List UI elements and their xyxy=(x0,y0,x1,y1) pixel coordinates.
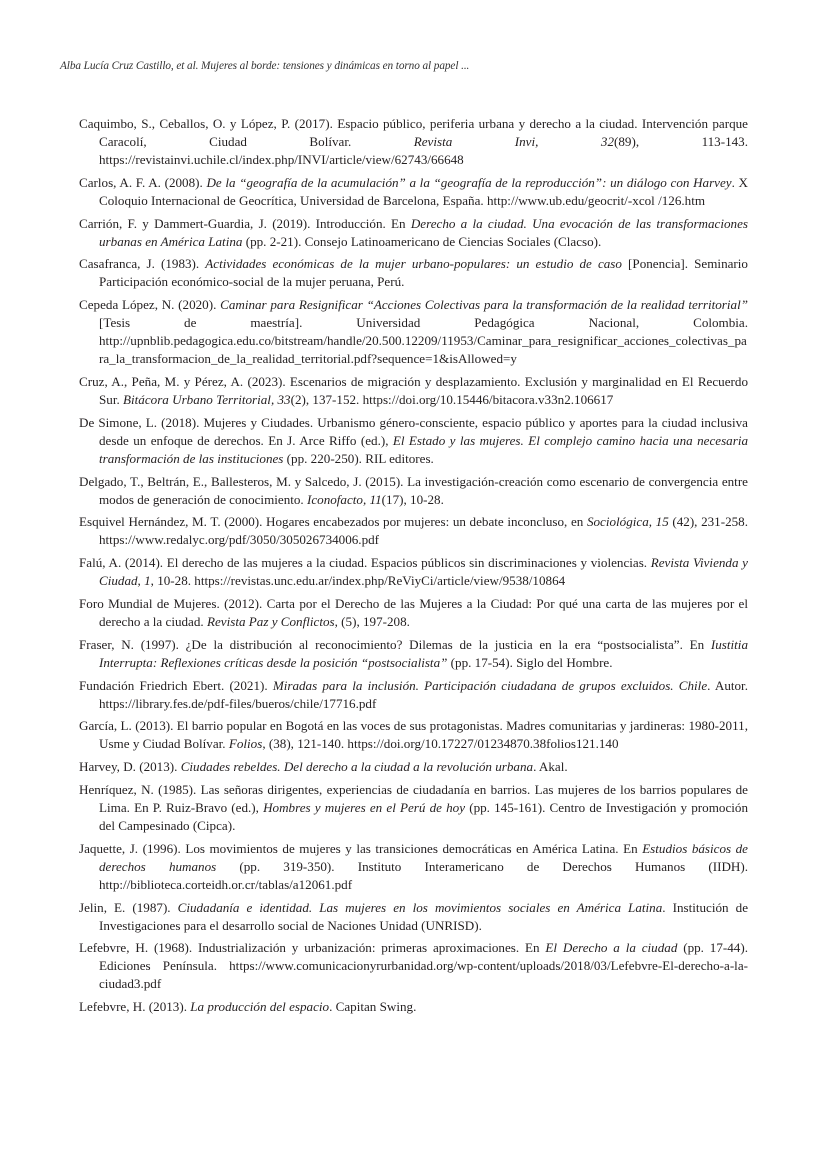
reference-text: . Autor. https://library.fes.de/pdf-files/bueros/chile/17716.pdf xyxy=(99,677,748,711)
reference-title: La producción del espacio xyxy=(190,999,330,1015)
reference-text: (42), 231-258. https://www.redalyc.org/pdf/3050/305026734006.pdf xyxy=(99,514,748,548)
reference-entry xyxy=(79,998,748,1016)
reference-entry xyxy=(79,899,748,935)
reference-entry xyxy=(79,174,748,210)
reference-entry xyxy=(79,296,748,368)
reference-text: Delgado, T., Beltrán, E., Ballesteros, M. y Salcedo, J. (2015). La investigación-creación como escenario de convergencia entre modos de generación de conocimiento. xyxy=(79,473,748,507)
reference-entry xyxy=(79,717,748,753)
reference-entry xyxy=(79,595,748,631)
reference-title: Revista Invi, 32 xyxy=(413,134,614,149)
running-head: Alba Lucía Cruz Castillo, et al. Mujeres al borde: tensiones y dinámicas en torno al papel ... xyxy=(60,60,470,72)
reference-text: Jelin, E. (1987). xyxy=(79,899,178,915)
reference-text: . Capitan Swing. xyxy=(329,999,417,1015)
reference-text: (pp. 145-161). Centro de Investigación y promoción del Campesinado (Cipca). xyxy=(99,799,748,833)
reference-text: (pp. 2-21). Consejo Latinoamericano de Ciencias Sociales (Clacso). xyxy=(242,233,602,249)
reference-text: Esquivel Hernández, M. T. (2000). Hogares encabezados por mujeres: un debate inconcluso, en xyxy=(79,514,587,530)
reference-entry xyxy=(79,414,748,468)
reference-title: El Derecho a la ciudad xyxy=(545,940,678,956)
reference-title: Iustitia Interrupta: Reflexiones críticas desde la posición “postsocialista” xyxy=(99,636,748,670)
reference-text: , (38), 121-140. https://doi.org/10.17227/01234870.38folios121.140 xyxy=(262,736,619,752)
reference-text: Jaquette, J. (1996). Los movimientos de mujeres y las transiciones democráticas en América Latina. En xyxy=(79,840,643,856)
reference-text: Caquimbo, S., Ceballos, O. y López, P. (2017). Espacio público, periferia urbana y derecho a la ciudad. Intervención parque Caracolí, Ciudad Bolívar. xyxy=(79,116,748,149)
reference-entry xyxy=(79,513,748,549)
reference-entry xyxy=(79,758,748,776)
reference-text: (pp. 220-250). RIL editores. xyxy=(283,450,434,466)
reference-text: (2), 137-152. https://doi.org/10.15446/bitacora.v33n2.106617 xyxy=(290,391,614,407)
reference-title: De la “geografía de la acumulación” a la “geografía de la reproducción”: un diálogo con Harvey xyxy=(206,174,732,190)
reference-text: Lefebvre, H. (1968). Industrialización y urbanización: primeras aproximaciones. En xyxy=(79,940,546,956)
reference-title: Bitácora Urbano Territorial, 33 xyxy=(123,391,291,407)
reference-text: Henríquez, N. (1985). Las señoras dirigentes, experiencias de ciudadanía en barrios. Las mujeres de los barrios populares de Lima. En P. Ruiz-Bravo (ed.), xyxy=(79,781,748,815)
reference-text: (pp. 319-350). Instituto Interamericano de Derechos Humanos (IIDH). http://biblioteca.corteidh.or.cr/tablas/a12061.pdf xyxy=(99,858,748,892)
reference-text: , (5), 197-208. xyxy=(334,613,410,629)
reference-text: Cepeda López, N. (2020). xyxy=(79,297,221,313)
reference-title: Actividades económicas de la mujer urbano-populares: un estudio de caso xyxy=(205,256,622,272)
reference-entry xyxy=(79,781,748,835)
reference-text: . Institución de Investigaciones para el desarrollo social de Naciones Unidad (UNRISD). xyxy=(99,899,749,933)
reference-list xyxy=(79,115,748,1021)
reference-title: Estudios básicos de derechos humanos xyxy=(99,840,748,874)
reference-text: Carrión, F. y Dammert-Guardia, J. (2019). Introducción. En xyxy=(79,215,411,231)
reference-title: Caminar para Resignificar “Acciones Colectivas para la transformación de la realidad territorial” xyxy=(220,297,748,313)
reference-title: Revista Vivienda y Ciudad, 1 xyxy=(99,555,748,589)
reference-text: . X Coloquio Internacional de Geocrítica, Universidad de Barcelona, España. http://www.ub.edu/geocrit/-xcol /126.htm xyxy=(99,174,748,208)
reference-entry xyxy=(79,939,748,993)
reference-entry xyxy=(79,255,748,291)
reference-text: Harvey, D. (2013). xyxy=(79,759,181,775)
reference-entry xyxy=(79,215,748,251)
reference-text: De Simone, L. (2018). Mujeres y Ciudades. Urbanismo género-consciente, espacio público y aportes para la ciudad inclusiva desde un enfoque de derechos. En J. Arce Riffo (ed.), xyxy=(79,414,748,448)
reference-text: (17), 10-28. xyxy=(381,491,444,507)
reference-entry xyxy=(79,473,748,509)
reference-text: Fundación Friedrich Ebert. (2021). xyxy=(79,677,273,693)
reference-text: Fraser, N. (1997). ¿De la distribución al reconocimiento? Dilemas de la justicia en la era “postsocialista”. En xyxy=(79,636,711,652)
reference-text: . Akal. xyxy=(533,759,568,775)
reference-text: [Tesis de maestría]. Universidad Pedagógica Nacional, Colombia. http://upnblib.pedagogica.edu.co/bitstream/handle/20.500.12209/11953/Caminar_para_resignificar_acciones_colectivas_para_la_transformacion_de_la_realidad_territorial.pdf?sequence=1&isAllowed=y xyxy=(99,315,748,367)
reference-text: [Ponencia]. Seminario Participación económico-social de la mujer peruana, Perú. xyxy=(99,256,748,290)
reference-text: Lefebvre, H. (2013). xyxy=(79,999,191,1015)
reference-entry xyxy=(79,677,748,713)
reference-text: (pp. 17-54). Siglo del Hombre. xyxy=(447,654,613,670)
reference-title: Miradas para la inclusión. Participación ciudadana de grupos excluidos. Chile xyxy=(272,677,708,693)
reference-entry xyxy=(79,840,748,894)
reference-text: Carlos, A. F. A. (2008). xyxy=(79,174,207,190)
reference-title: Ciudadanía e identidad. Las mujeres en los movimientos sociales en América Latina xyxy=(177,899,663,915)
reference-title: El Estado y las mujeres. El complejo camino hacia una necesaria transformación de las instituciones xyxy=(99,432,748,466)
reference-text: García, L. (2013). El barrio popular en Bogotá en las voces de sus protagonistas. Madres comunitarias y jardineras: 1980-2011, Usme y Ciudad Bolívar. xyxy=(79,718,748,752)
reference-text: Cruz, A., Peña, M. y Pérez, A. (2023). Escenarios de migración y desplazamiento. Exclusión y marginalidad en El Recuerdo Sur. xyxy=(79,373,748,407)
reference-title: Derecho a la ciudad. Una evocación de las transformaciones urbanas en América Latina xyxy=(99,215,748,249)
reference-title: Hombres y mujeres en el Perú de hoy xyxy=(263,799,466,815)
reference-title: Sociológica, 15 xyxy=(586,514,669,530)
reference-entry xyxy=(79,636,748,672)
reference-entry xyxy=(79,373,748,409)
reference-text: , 10-28. https://revistas.unc.edu.ar/index.php/ReViyCi/article/view/9538/10864 xyxy=(150,573,566,589)
reference-title: Revista Paz y Conflictos xyxy=(206,613,335,629)
reference-text: Falú, A. (2014). El derecho de las mujeres a la ciudad. Espacios públicos sin discriminaciones y violencias. xyxy=(79,555,651,571)
reference-title: Folios xyxy=(228,736,263,752)
reference-entry xyxy=(79,554,748,590)
reference-title: Ciudades rebeldes. Del derecho a la ciudad a la revolución urbana xyxy=(180,759,534,775)
reference-text: Casafranca, J. (1983). xyxy=(79,256,206,272)
reference-text: Foro Mundial de Mujeres. (2012). Carta por el Derecho de las Mujeres a la Ciudad: Por qué una carta de las mujeres por el derecho a la ciudad. xyxy=(79,595,748,629)
reference-entry xyxy=(79,115,748,169)
reference-title: Iconofacto, 11 xyxy=(306,491,382,507)
reference-text: (89), 113-143. https://revistainvi.uchile.cl/index.php/INVI/article/view/62743/66648 xyxy=(99,134,749,167)
reference-text: (pp. 17-44). Ediciones Península. https://www.comunicacionyrurbanidad.org/wp-content/uploads/2018/03/Lefebvre-El-derecho-a-la-ciudad3.pdf xyxy=(99,940,748,992)
